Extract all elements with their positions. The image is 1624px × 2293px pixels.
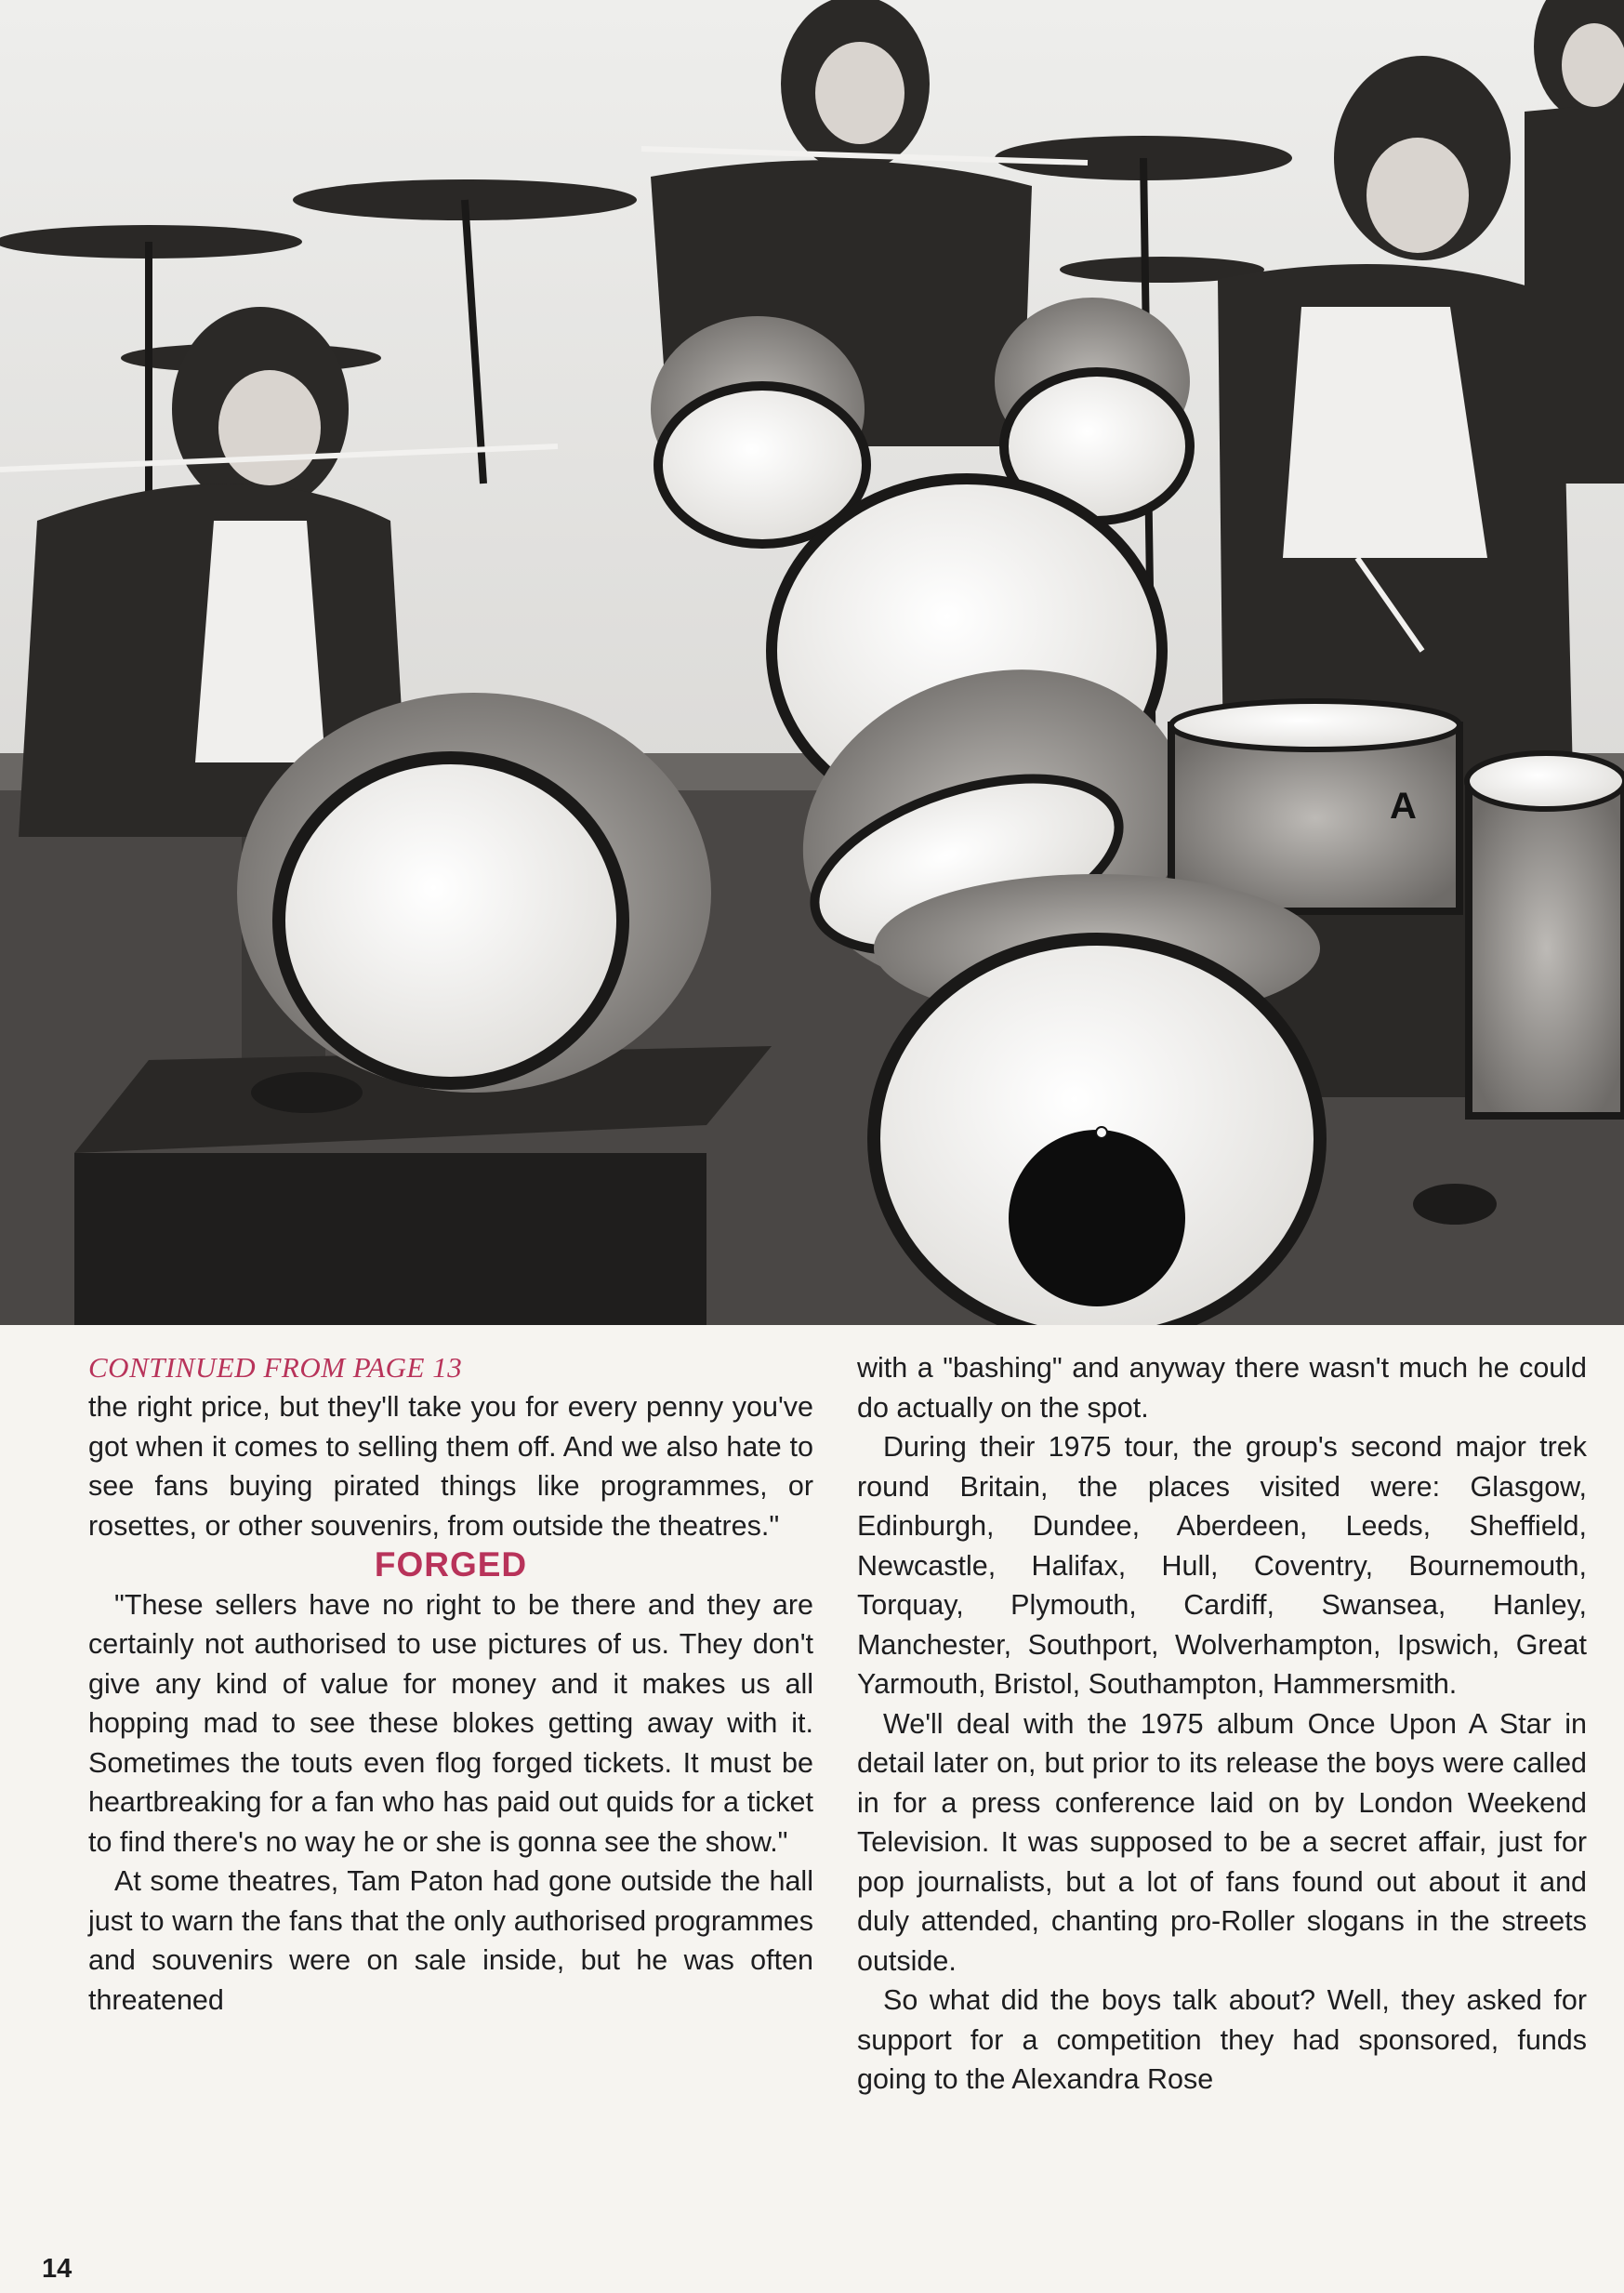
continued-from-label: CONTINUED FROM PAGE 13: [88, 1351, 463, 1384]
article-paragraph: During their 1975 tour, the group's second major trek round Britain, the places visited were: Glasgow, Edinburgh, Dundee, Aberdeen, Leeds, Sheffield, Newcastle, Halifax, Hull, Coventry, Bournemouth, Torquay, Plymouth, Cardiff, Swansea, Hanley, Manchester, Southport, Wolverhampton, Ipswich, Great Yarmouth, Bristol, Southampton, Hammersmith.: [857, 1431, 1587, 1700]
article-paragraph: with a "bashing" and anyway there wasn't much he could do actually on the spot.: [857, 1352, 1587, 1424]
article-paragraph: We'll deal with the 1975 album Once Upon A Star in detail later on, but prior to its release the boys were called in for a press conference laid on by London Weekend Television. It was supposed to be a secret affair, just for pop journalists, but a lot of fans found out about it and duly attended, chanting pro-Roller slogans in the streets outside.: [857, 1707, 1587, 1977]
drum-letter: A: [1390, 786, 1417, 827]
article-paragraph: So what did the boys talk about? Well, they asked for support for a competition they had sponsored, funds going to the Alexandra Rose: [857, 1984, 1587, 2095]
article-paragraph: "These sellers have no right to be there and they are certainly not authorised to use pictures of us. They don't give any kind of value for money and it makes us all hopping mad to see these blokes getting away with it. Sometimes the touts even flog forged tickets. It must be heartbreaking for a fan who has paid out quids for a ticket to find there's no way he or she is gonna see the show.": [88, 1588, 813, 1858]
article-paragraph: the right price, but they'll take you for every penny you've got when it comes to selling them off. And we also hate to see fans buying pirated things like programmes, or rosettes, or other souvenirs, from outside the theatres.": [88, 1391, 813, 1542]
article-paragraph: At some theatres, Tam Paton had gone outside the hall just to warn the fans that the only authorised programmes and souvenirs were on sale inside, but he was often threatened: [88, 1865, 813, 2016]
article-right-column: [857, 1348, 1587, 2100]
article-left-column: [88, 1348, 813, 2020]
page-number: 14: [42, 2254, 73, 2284]
section-subheading: FORGED: [374, 1545, 528, 1584]
